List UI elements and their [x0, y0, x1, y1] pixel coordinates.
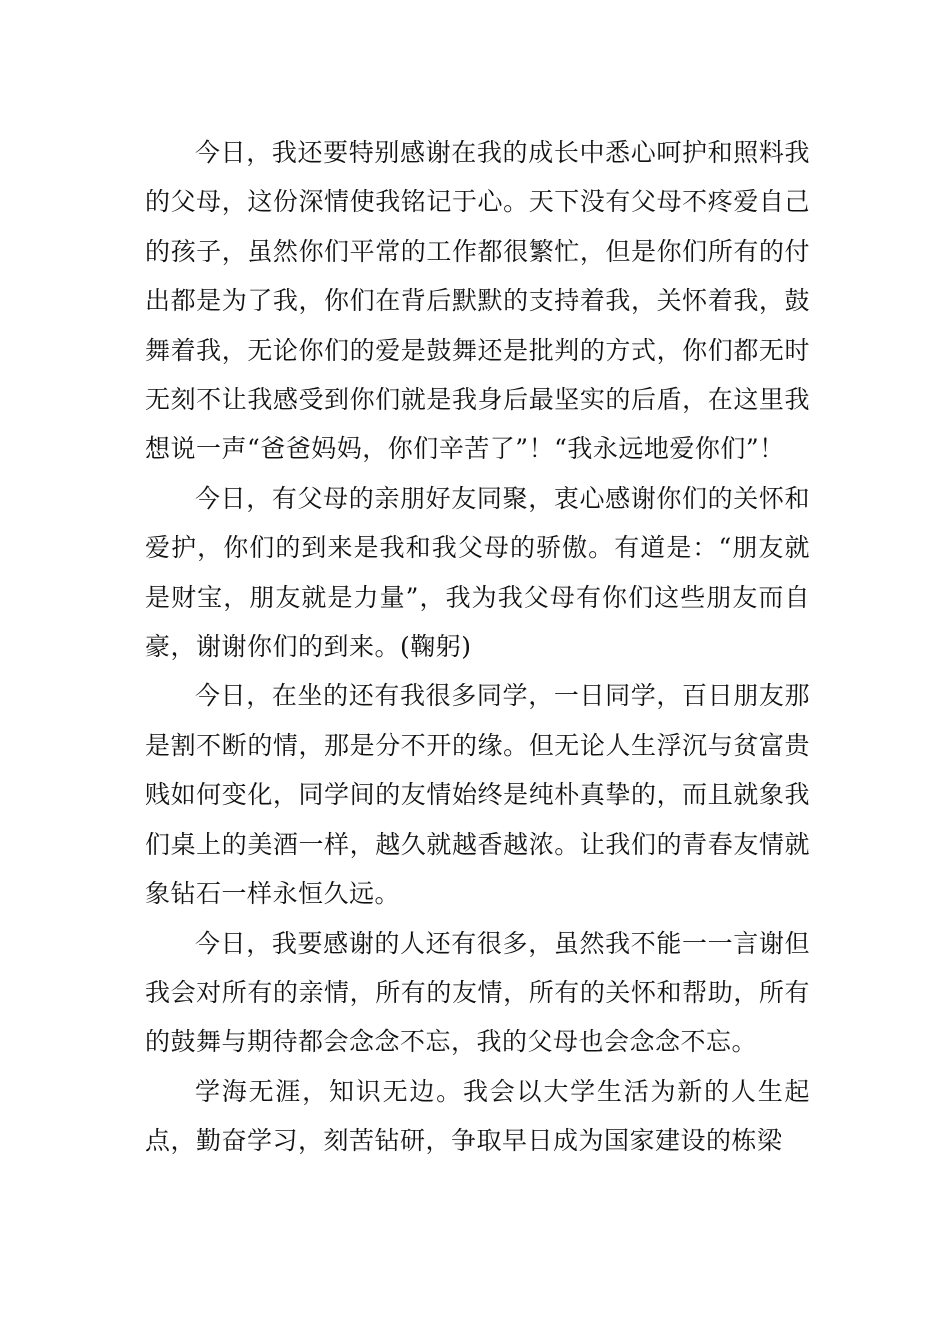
paragraph-thanks-classmates: 今日，在坐的还有我很多同学，一日同学，百日朋友那是割不断的情，那是分不开的缘。但无论人生浮沉与贫富贵贱如何变化，同学间的友情始终是纯朴真挚的，而且就象我们桌上的美酒一样，越久就越香越浓。让我们的青春友情就象钻石一样永恒久远。	[145, 681, 810, 909]
paragraph-future-study: 学海无涯，知识无边。我会以大学生活为新的人生起点，勤奋学习，刻苦钻研，争取早日成为国家建设的栋梁	[145, 1076, 810, 1156]
paragraph-thanks-parents: 今日，我还要特别感谢在我的成长中悉心呵护和照料我的父母，这份深情使我铭记于心。天下没有父母不疼爱自己的孩子，虽然你们平常的工作都很繁忙，但是你们所有的付出都是为了我，你们在背后默默的支持着我，关怀着我，鼓舞着我，无论你们的爱是鼓舞还是批判的方式，你们都无时无刻不让我感受到你们就是我身后最坚实的后盾，在这里我想说一声“爸爸妈妈，你们辛苦了”！“我永远地爱你们”！	[145, 138, 810, 464]
document-body	[145, 128, 810, 1166]
paragraph-thanks-relatives-friends: 今日，有父母的亲朋好友同聚，衷心感谢你们的关怀和爱护，你们的到来是我和我父母的骄傲。有道是：“朋友就是财宝，朋友就是力量”，我为我父母有你们这些朋友而自豪，谢谢你们的到来。(鞠躬)	[145, 483, 810, 662]
paragraph-thanks-everyone: 今日，我要感谢的人还有很多，虽然我不能一一言谢但我会对所有的亲情，所有的友情，所有的关怀和帮助，所有的鼓舞与期待都会念念不忘，我的父母也会念念不忘。	[145, 928, 810, 1057]
